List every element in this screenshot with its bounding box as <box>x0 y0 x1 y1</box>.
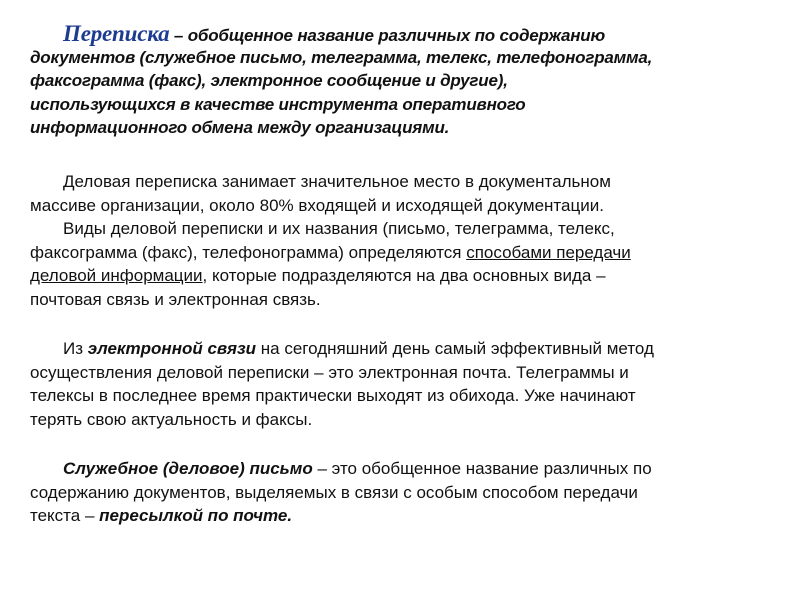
emphasized-term: Служебное (деловое) письмо <box>63 459 313 478</box>
text-line <box>30 93 790 117</box>
text-segment: телексы в последнее время практически выходят из обихода. Уже начинают <box>30 386 636 405</box>
electronic-communication-paragraph <box>30 337 790 431</box>
underlined-text: способами передачи <box>466 242 631 262</box>
text-segment: факсограмма (факс), электронное сообщение и другие), <box>30 71 508 90</box>
text-segment: терять свою актуальность и факсы. <box>30 409 313 429</box>
text-segment: факсограмма (факс), телефонограмма) определяются <box>30 242 467 262</box>
text-segment: – это обобщенное название различных по <box>312 459 652 478</box>
text-line <box>30 504 790 528</box>
text-line <box>30 457 790 481</box>
text-line <box>30 116 790 140</box>
text-segment: информационного обмена между организациями. <box>30 118 450 137</box>
text-segment: почтовая связь и электронная связь. <box>30 289 321 309</box>
business-correspondence-paragraph <box>30 170 790 311</box>
text-segment: массиве организации, около 80% входящей и исходящей документации. <box>30 195 604 215</box>
text-segment: на сегодняшний день самый эффективный метод <box>256 339 654 358</box>
text-line <box>30 361 790 385</box>
emphasized-term: электронной связи <box>87 339 257 358</box>
term-heading: Переписка <box>63 21 170 46</box>
text-line <box>30 69 790 93</box>
text-line <box>30 384 790 408</box>
text-line <box>30 337 790 361</box>
text-segment: осуществления деловой переписки – это электронная почта. Телеграммы и <box>30 362 629 382</box>
text-line <box>30 46 790 70</box>
text-segment: документов (служебное письмо, телеграмма, телекс, телефонограмма, <box>30 47 653 67</box>
text-line <box>30 408 790 432</box>
business-letter-paragraph <box>30 457 790 528</box>
text-segment: использующихся в качестве инструмента оперативного <box>30 94 526 114</box>
text-segment: Виды деловой переписки и их названия (письмо, телеграмма, телекс, <box>63 219 615 238</box>
text-segment: Из <box>63 339 88 358</box>
emphasized-term: пересылкой по почте. <box>99 506 293 525</box>
text-line <box>30 217 790 241</box>
text-segment: Деловая переписка занимает значительное место в документальном <box>63 172 611 191</box>
text-segment: текста – <box>30 506 100 525</box>
text-line <box>30 22 790 46</box>
text-line <box>30 481 790 505</box>
text-line <box>30 241 790 265</box>
text-line <box>30 194 790 218</box>
text-line <box>30 264 790 288</box>
definition-paragraph <box>30 22 790 140</box>
underlined-text: деловой информации <box>30 266 203 285</box>
text-segment: содержанию документов, выделяемых в связи с особым способом передачи <box>30 482 638 502</box>
text-line <box>30 170 790 194</box>
text-line <box>30 288 790 312</box>
text-segment: , которые подразделяются на два основных вида – <box>202 266 606 285</box>
text-segment: – обобщенное название различных по содержанию <box>169 26 605 45</box>
